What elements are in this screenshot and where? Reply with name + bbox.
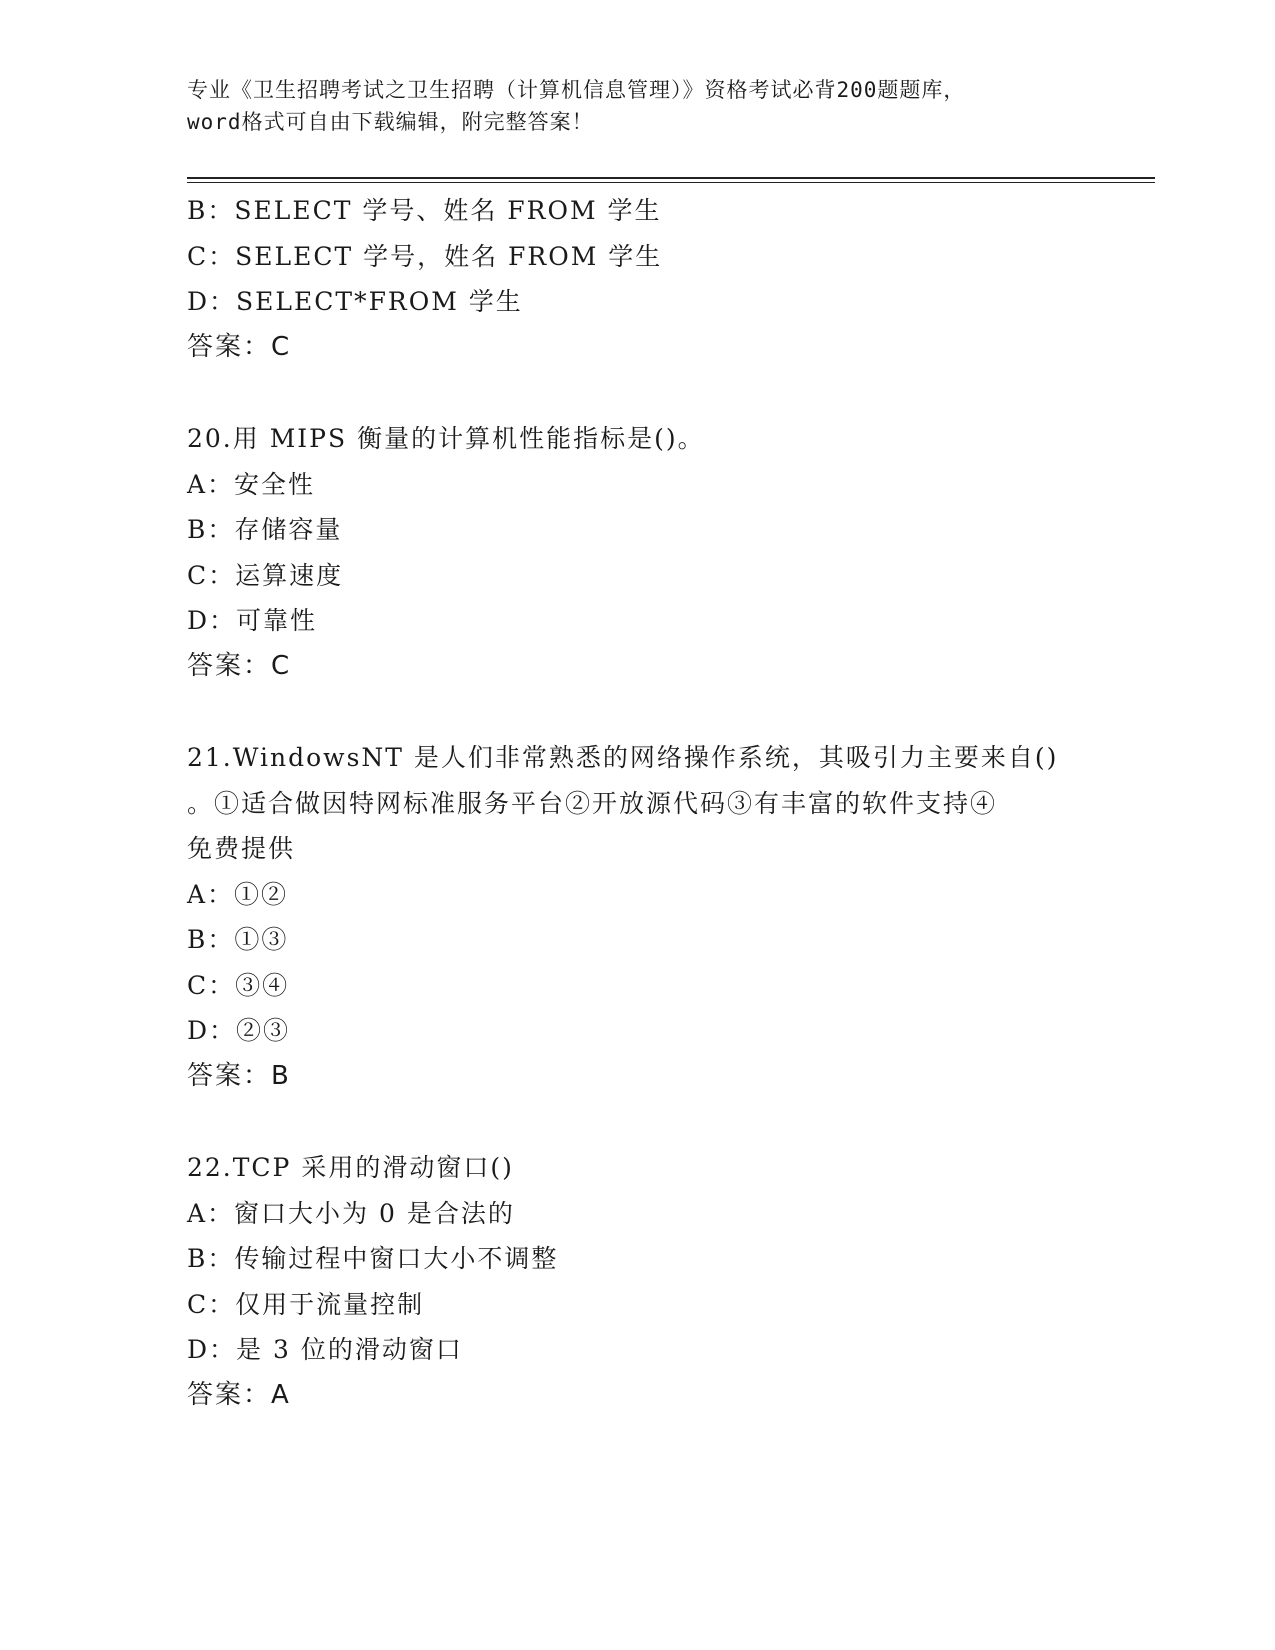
option-c: C：③④ (187, 970, 290, 1000)
question-spacer (187, 370, 1087, 416)
answer-line: 答案：A (187, 1379, 291, 1410)
option-b: B：SELECT 学号、姓名 FROM 学生 (187, 196, 662, 225)
option-d: D：SELECT*FROM 学生 (187, 287, 523, 316)
question-21 (187, 735, 1087, 1099)
option-c: C：运算速度 (187, 560, 344, 590)
option-b: B：①③ (187, 925, 289, 954)
option-c: C：SELECT 学号，姓名 FROM 学生 (187, 241, 663, 271)
option-d: D：可靠性 (187, 606, 318, 635)
header-title-line-1: 专业《卫生招聘考试之卫生招聘（计算机信息管理）》资格考试必背200题题库， (187, 78, 966, 102)
option-a: A：窗口大小为 0 是合法的 (187, 1198, 515, 1228)
document-header (187, 74, 1087, 138)
option-b: B：传输过程中窗口大小不调整 (187, 1244, 559, 1273)
question-text: 22.TCP 采用的滑动窗口() (187, 1153, 514, 1182)
option-a: A：①② (187, 879, 289, 909)
option-c: C：仅用于流量控制 (187, 1289, 425, 1319)
question-text-line-3: 免费提供 (187, 834, 296, 863)
answer-line: 答案：C (187, 650, 292, 681)
question-text-line-1: 21.WindowsNT 是人们非常熟悉的网络操作系统，其吸引力主要来自() (187, 743, 1059, 772)
header-divider-thin (187, 182, 1155, 183)
header-divider-thick (187, 177, 1155, 179)
question-text-line-2: 。①适合做因特网标准服务平台②开放源代码③有丰富的软件支持④ (187, 788, 998, 818)
question-spacer (187, 689, 1087, 735)
question-22 (187, 1145, 1087, 1418)
question-text: 20.用 MIPS 衡量的计算机性能指标是()。 (187, 424, 705, 453)
option-d: D：②③ (187, 1016, 291, 1045)
header-title-line-2: word格式可自由下载编辑，附完整答案！ (187, 110, 594, 134)
option-d: D：是 3 位的滑动窗口 (187, 1335, 463, 1364)
option-b: B：存储容量 (187, 515, 343, 544)
answer-line: 答案：C (187, 331, 292, 362)
question-19 (187, 188, 1087, 370)
option-a: A：安全性 (187, 469, 316, 499)
question-spacer (187, 1099, 1087, 1145)
question-20 (187, 416, 1087, 689)
answer-line: 答案：B (187, 1060, 291, 1091)
question-list (187, 188, 1087, 1418)
